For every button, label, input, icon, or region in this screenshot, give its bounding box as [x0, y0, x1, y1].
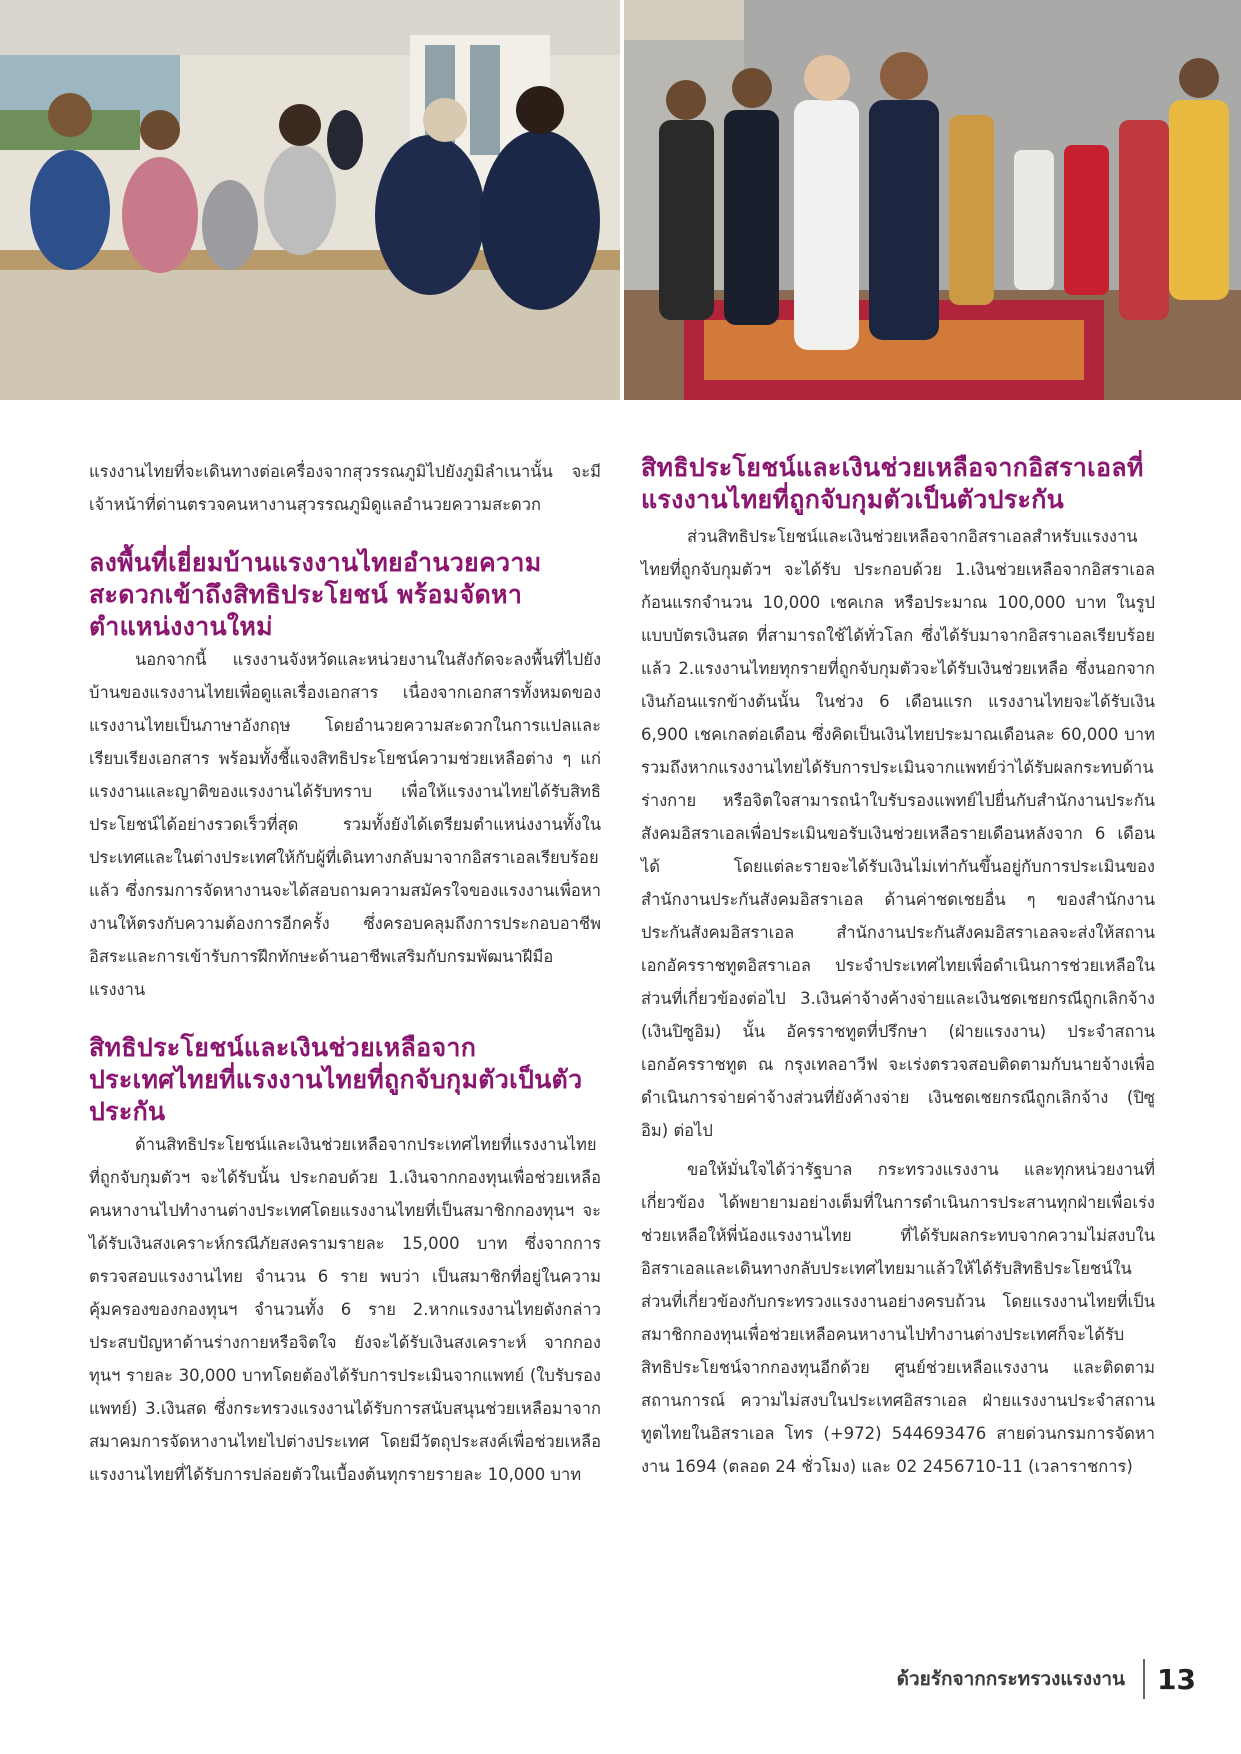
- heading-israel-benefits: สิทธิประโยชน์และเงินช่วยเหลือจากอิสราเอลที่แรงงานไทยที่ถูกจับกุมตัวเป็นตัวประกัน: [641, 453, 1144, 514]
- heading-home-visit: ลงพื้นที่เยี่ยมบ้านแรงงานไทยอำนวยความสะดวกเข้าถึงสิทธิประโยชน์ พร้อมจัดหาตำแหน่งงานใหม่: [89, 548, 542, 641]
- israel-benefits-paragraph: ส่วนสิทธิประโยชน์และเงินช่วยเหลือจากอิสราเอลสำหรับแรงงานไทยที่ถูกจับกุมตัวฯ จะได้รับ ประกอบด้วย 1.เงินช่วยเหลือจากอิสราเอลก้อนแรกจำนวน 10,000 เชคเกล หรือประมาณ 100,000 บาท ในรูปแบบบัตรเงินสด ที่สามารถใช้ได้ทั่วโลก ซึ่งได้รับมาจากอิสราเอลเรียบร้อยแล้ว 2.แรงงานไทยทุกรายที่ถูกจับกุมตัวจะได้รับเงินช่วยเหลือ ซึ่งนอกจากเงินก้อนแรกข้างต้นนั้น ในช่วง 6 เดือนแรก แรงงานไทยจะได้รับเงิน 6,900 เชคเกลต่อเดือน ซึ่งคิดเป็นเงินไทยประมาณเดือนละ 60,000 บาท รวมถึงหากแรงงานไทยได้รับการประเมินจากแพทย์ว่าได้รับผลกระทบด้านร่างกาย หรือจิตใจสามารถนำใบรับรองแพทย์ไปยื่นกับสำนักงานประกันสังคมอิสราเอลเพื่อประเมินขอรับเงินช่วยเหลือรายเดือนหลังจาก 6 เดือนได้ โดยแต่ละรายจะได้รับเงินไม่เท่ากันขึ้นอยู่กับการประเมินของสำนักงานประกันสังคมอิสราเอล ด้านค่าชดเชยอื่น ๆ ของสำนักงานประกันสังคมอิสราเอล สำนักงานประกันสังคมอิสราเอลจะส่งให้สถานเอกอัครราชทูตอิสราเอล ประจำประเทศไทยเพื่อดำเนินการช่วยเหลือในส่วนที่เกี่ยวข้องต่อไป 3.เงินค่าจ้างค้างจ่ายและเงินชดเชยกรณีถูกเลิกจ้าง (เงินปิซูอิม) นั้น อัครราชทูตที่ปรึกษา (ฝ่ายแรงงาน) ประจำสถานเอกอัครราชทูต ณ กรุงเทลอาวีฟ จะเร่งตรวจสอบติดตามกับนายจ้างเพื่อดำเนินการจ่ายค่าจ้างส่วนที่ยังค้างจ่าย เงินชดเชยกรณีถูกเลิกจ้าง (ปิซูอิม) ต่อไป: [641, 527, 1155, 1140]
- thai-benefits-paragraph: ด้านสิทธิประโยชน์และเงินช่วยเหลือจากประเทศไทยที่แรงงานไทยที่ถูกจับกุมตัวฯ จะได้รับนั้น ประกอบด้วย 1.เงินจากกองทุนเพื่อช่วยเหลือคนหางานไปทำงานต่างประเทศโดยแรงงานไทยที่เป็นสมาชิกกองทุนฯ จะได้รับเงินสงเคราะห์กรณีภัยสงครามรายละ 15,000 บาท ซึ่งจากการตรวจสอบแรงงานไทย จำนวน 6 ราย พบว่า เป็นสมาชิกที่อยู่ในความคุ้มครองของกองทุนฯ จำนวนทั้ง 6 ราย 2.หากแรงงานไทยดังกล่าวประสบปัญหาด้านร่างกายหรือจิตใจ ยังจะได้รับเงินสงเคราะห์ จากกองทุนฯ รายละ 30,000 บาทโดยต้องได้รับการประเมินจากแพทย์ (ใบรับรองแพทย์) 3.เงินสด ซึ่งกระทรวงแรงงานได้รับการสนับสนุนช่วยเหลือมาจากสมาคมการจัดหางานไทยไปต่างประเทศ โดยมีวัตถุประสงค์เพื่อช่วยเหลือแรงงานไทยที่ได้รับการปล่อยตัวในเบื้องต้นทุกรายรายละ 10,000 บาท: [89, 1135, 601, 1484]
- photo-porch-visit-image: [0, 0, 620, 400]
- heading-thai-benefits: สิทธิประโยชน์และเงินช่วยเหลือจากประเทศไทยที่แรงงานไทยที่ถูกจับกุมตัวเป็นตัวประกัน: [89, 1033, 583, 1126]
- photo-group-standing: [624, 0, 1241, 400]
- government-assurance-paragraph: ขอให้มั่นใจได้ว่ารัฐบาล กระทรวงแรงงาน และทุกหน่วยงานที่เกี่ยวข้อง ได้พยายามอย่างเต็มที่ในการดำเนินการประสานทุกฝ่ายเพื่อเร่งช่วยเหลือให้พี่น้องแรงงานไทย ที่ได้รับผลกระทบจากความไม่สงบในอิสราเอลและเดินทางกลับประเทศไทยมาแล้วให้ได้รับสิทธิประโยชน์ในส่วนที่เกี่ยวข้องกับกระทรวงแรงงานอย่างครบถ้วน โดยแรงงานไทยที่เป็นสมาชิกกองทุนเพื่อช่วยเหลือคนหางานไปทำงานต่างประเทศก็จะได้รับสิทธิประโยชน์จากกองทุนอีกด้วย ศูนย์ช่วยเหลือแรงงาน และติดตามสถานการณ์ ความไม่สงบในประเทศอิสราเอล ฝ่ายแรงงานประจำสถานทูตไทยในอิสราเอล โทร (+972) 544693476 สายด่วนกรมการจัดหางาน 1694 (ตลอด 24 ชั่วโมง) และ 02 2456710-11 (เวลาราชการ): [641, 1160, 1155, 1476]
- footer-tagline: ด้วยรักจากกระทรวงแรงงาน: [896, 1668, 1126, 1690]
- page-number: 13: [1157, 1662, 1196, 1696]
- home-visit-paragraph: นอกจากนี้ แรงงานจังหวัดและหน่วยงานในสังกัดจะลงพื้นที่ไปยังบ้านของแรงงานไทยเพื่อดูแลเรื่องเอกสาร เนื่องจากเอกสารทั้งหมดของแรงงานไทยเป็นภาษาอังกฤษ โดยอำนวยความสะดวกในการแปลและเรียบเรียงเอกสาร พร้อมทั้งชี้แจงสิทธิประโยชน์ความช่วยเหลือต่าง ๆ แก่แรงงานและญาติของแรงงานได้รับทราบ เพื่อให้แรงงานไทยได้รับสิทธิประโยชน์ได้อย่างรวดเร็วที่สุด รวมทั้งยังได้เตรียมตำแหน่งงานทั้งในประเทศและในต่างประเทศให้กับผู้ที่เดินทางกลับมาจากอิสราเอลเรียบร้อยแล้ว ซึ่งกรมการจัดหางานจะได้สอบถามความสมัครใจของแรงงานเพื่อหางานให้ตรงกับความต้องการอีกครั้ง ซึ่งครอบคลุมถึงการประกอบอาชีพอิสระและการเข้ารับการฝึกทักษะด้านอาชีพเสริมกับกรมพัฒนาฝีมือแรงงาน: [89, 650, 601, 999]
- photo-group-standing-image: [624, 0, 1241, 400]
- photo-porch-visit: [0, 0, 620, 400]
- right-column: [641, 452, 1155, 1483]
- left-column: [89, 455, 601, 1491]
- page-footer: [897, 1658, 1196, 1700]
- intro-paragraph: แรงงานไทยที่จะเดินทางต่อเครื่องจากสุวรรณภูมิไปยังภูมิลำเนานั้น จะมีเจ้าหน้าที่ด่านตรวจคนหางานสุวรรณภูมิดูแลอำนวยความสะดวก: [89, 462, 601, 514]
